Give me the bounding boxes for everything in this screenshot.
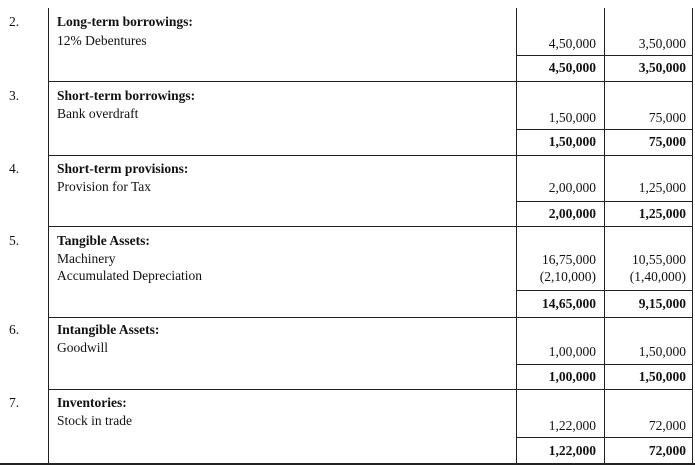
- subtotal-rule: [516, 437, 693, 438]
- item-value-col1: 16,75,000: [542, 252, 596, 267]
- item-value-col2: 3,50,000: [638, 36, 686, 51]
- rule-left: [48, 8, 49, 464]
- total-col2: 75,000: [648, 134, 686, 149]
- note-number: 5.: [9, 233, 20, 248]
- rule-col2: [604, 8, 605, 464]
- note-heading: Short-term provisions:: [57, 161, 189, 176]
- item-value-col1: (2,10,000): [539, 269, 596, 284]
- note-heading: Long-term borrowings:: [57, 14, 193, 29]
- section-rule: [48, 155, 693, 156]
- note-heading: Intangible Assets:: [57, 322, 160, 337]
- rule-col1: [516, 8, 517, 464]
- item-value-col2: 1,50,000: [638, 344, 686, 359]
- note-number: 6.: [9, 322, 20, 337]
- note-heading: Tangible Assets:: [57, 233, 150, 248]
- item-label: Provision for Tax: [57, 179, 152, 194]
- item-label: Bank overdraft: [57, 106, 139, 121]
- subtotal-rule: [516, 364, 693, 365]
- note-heading: Inventories:: [57, 395, 127, 410]
- item-value-col2: 72,000: [648, 418, 686, 433]
- total-col2: 9,15,000: [638, 296, 686, 311]
- item-label: Accumulated Depreciation: [57, 268, 203, 283]
- section-rule: [48, 389, 693, 390]
- item-value-col1: 1,00,000: [548, 344, 596, 359]
- item-value-col2: 75,000: [648, 110, 686, 125]
- note-number: 4.: [9, 161, 20, 176]
- subtotal-rule: [516, 201, 693, 202]
- bottom-rule: [0, 463, 695, 465]
- item-label: Stock in trade: [57, 413, 132, 428]
- note-number: 2.: [9, 14, 20, 29]
- subtotal-rule: [516, 129, 693, 130]
- item-value-col1: 1,22,000: [548, 418, 596, 433]
- subtotal-rule: [516, 290, 693, 291]
- item-value-col1: 1,50,000: [548, 110, 596, 125]
- section-rule: [48, 81, 693, 82]
- total-col1: 2,00,000: [548, 206, 596, 221]
- item-label: Machinery: [57, 251, 116, 266]
- section-rule: [48, 317, 693, 318]
- note-number: 3.: [9, 88, 20, 103]
- item-label: Goodwill: [57, 340, 109, 355]
- item-value-col1: 4,50,000: [548, 36, 596, 51]
- item-label: 12% Debentures: [57, 33, 147, 48]
- section-rule: [48, 226, 693, 227]
- subtotal-rule: [516, 55, 693, 56]
- total-col1: 4,50,000: [548, 60, 596, 75]
- total-col1: 1,00,000: [548, 369, 596, 384]
- item-value-col1: 2,00,000: [548, 180, 596, 195]
- item-value-col2: 1,25,000: [638, 180, 686, 195]
- total-col1: 1,50,000: [548, 134, 596, 149]
- item-value-col2: (1,40,000): [629, 269, 686, 284]
- total-col1: 14,65,000: [542, 296, 596, 311]
- item-value-col2: 10,55,000: [632, 252, 686, 267]
- total-col2: 1,50,000: [638, 369, 686, 384]
- total-col2: 3,50,000: [638, 60, 686, 75]
- total-col1: 1,22,000: [548, 443, 596, 458]
- rule-right: [692, 8, 693, 464]
- total-col2: 72,000: [648, 443, 686, 458]
- note-heading: Short-term borrowings:: [57, 88, 196, 103]
- total-col2: 1,25,000: [638, 206, 686, 221]
- note-number: 7.: [9, 395, 20, 410]
